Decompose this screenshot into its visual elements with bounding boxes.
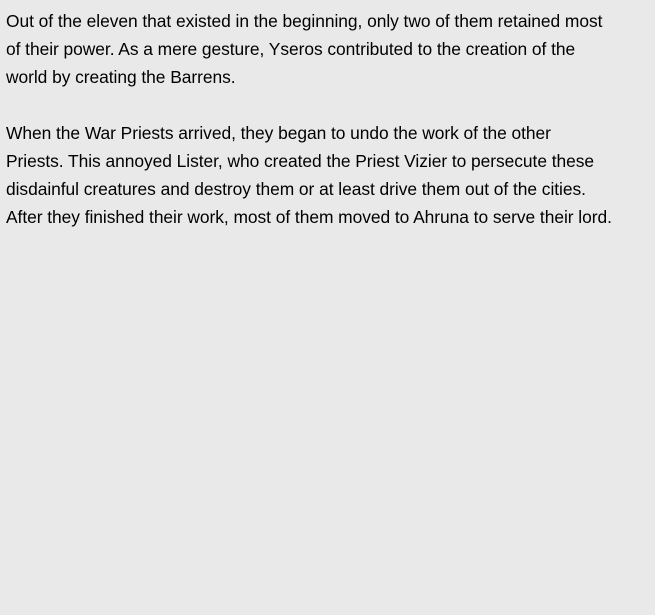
paragraph-eleven-gods: Out of the eleven that existed in the beginning, only two of them retained most of their power. As a mere gesture, Yseros contributed to the creation of the world by creating the Barrens. xyxy=(6,11,603,87)
paragraph-war-priests: When the War Priests arrived, they began to undo the work of the other Priests. This annoyed Lister, who created the Priest Vizier to persecute these disdainful creatures and destroy them or at least drive them out of the cities. After they finished their work, most of them moved to Ahruna to serve their lord. xyxy=(6,123,612,227)
